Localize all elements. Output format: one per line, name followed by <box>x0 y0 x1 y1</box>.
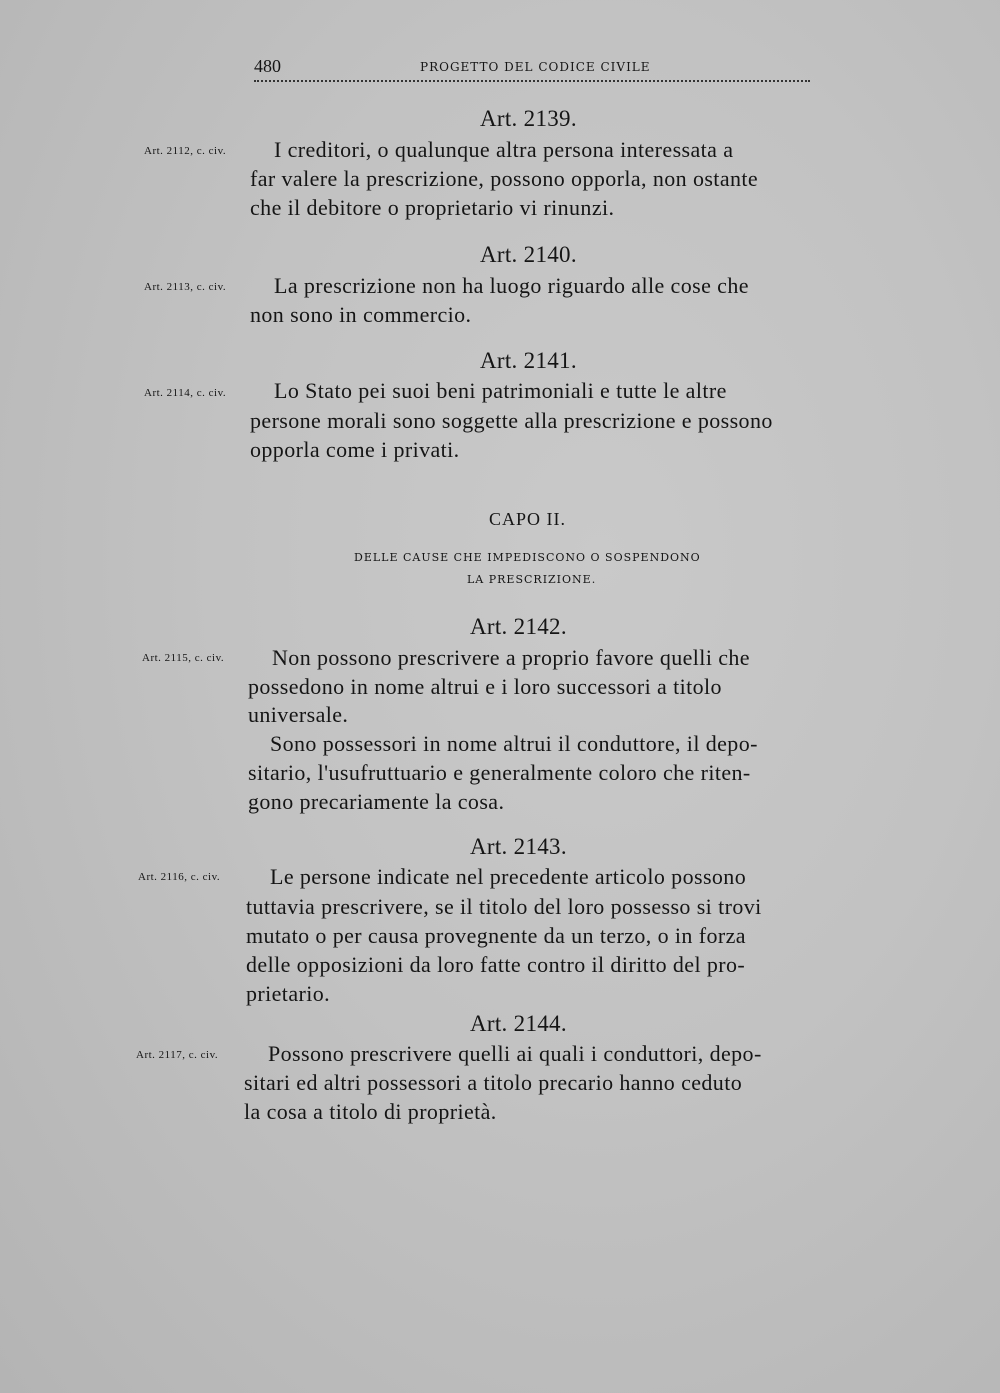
article-heading: Art. 2141. <box>480 348 577 373</box>
article-text-line: possedono in nome altrui e i loro successori a titolo <box>248 674 722 699</box>
article-text-line: tuttavia prescrivere, se il titolo del loro possesso si trovi <box>246 894 762 919</box>
article-heading: Art. 2142. <box>470 614 567 639</box>
article-marginal-reference: Art. 2116, c. civ. <box>138 871 221 883</box>
article-text-line: Non possono prescrivere a proprio favore quelli che <box>272 645 750 670</box>
chapter-title: CAPO II. <box>489 509 567 529</box>
article-marginal-reference: Art. 2117, c. civ. <box>136 1049 219 1061</box>
article-heading: Art. 2144. <box>470 1011 567 1036</box>
page-header <box>254 56 810 82</box>
article-text-line: Le persone indicate nel precedente articolo possono <box>270 864 747 889</box>
article-text-line: opporla come i privati. <box>250 437 460 462</box>
article-text-line: delle opposizioni da loro fatte contro il diritto del pro- <box>246 952 746 977</box>
page-number: 480 <box>254 56 281 76</box>
article-text-line: che il debitore o proprietario vi rinunzi. <box>250 195 615 220</box>
article-text-line: far valere la prescrizione, possono opporla, non ostante <box>250 166 759 191</box>
article-marginal-reference: Art. 2113, c. civ. <box>144 281 227 293</box>
chapter-subtitle: DELLE CAUSE CHE IMPEDISCONO O SOSPENDONO <box>354 551 701 564</box>
chapter-subtitle: LA PRESCRIZIONE. <box>467 573 597 586</box>
article-text-line: mutato o per causa provegnente da un terzo, o in forza <box>246 923 746 948</box>
article-heading: Art. 2143. <box>470 834 567 859</box>
article-heading: Art. 2140. <box>480 242 577 267</box>
article-text-line: gono precariamente la cosa. <box>248 789 505 814</box>
article-text-line: non sono in commercio. <box>250 302 472 327</box>
running-title: PROGETTO DEL CODICE CIVILE <box>420 60 651 74</box>
article-text-line: Possono prescrivere quelli ai quali i conduttori, depo- <box>268 1041 762 1066</box>
article-text-line: persone morali sono soggette alla prescrizione e possono <box>250 408 773 433</box>
article-text-line: Lo Stato pei suoi beni patrimoniali e tutte le altre <box>274 378 727 403</box>
article-text-line: universale. <box>248 702 349 727</box>
article-marginal-reference: Art. 2115, c. civ. <box>142 652 225 664</box>
article-marginal-reference: Art. 2114, c. civ. <box>144 387 227 399</box>
article-text-line: Sono possessori in nome altrui il conduttore, il depo- <box>270 731 758 756</box>
article-heading: Art. 2139. <box>480 106 577 131</box>
article-text-line: prietario. <box>246 981 331 1006</box>
article-text-line: sitario, l'usufruttuario e generalmente coloro che riten- <box>248 760 751 785</box>
article-text-line: sitari ed altri possessori a titolo precario hanno ceduto <box>244 1070 743 1095</box>
article-text-line: la cosa a titolo di proprietà. <box>244 1099 497 1124</box>
article-text-line: I creditori, o qualunque altra persona interessata a <box>274 137 734 162</box>
article-text-line: La prescrizione non ha luogo riguardo alle cose che <box>274 273 749 298</box>
article-marginal-reference: Art. 2112, c. civ. <box>144 145 227 157</box>
